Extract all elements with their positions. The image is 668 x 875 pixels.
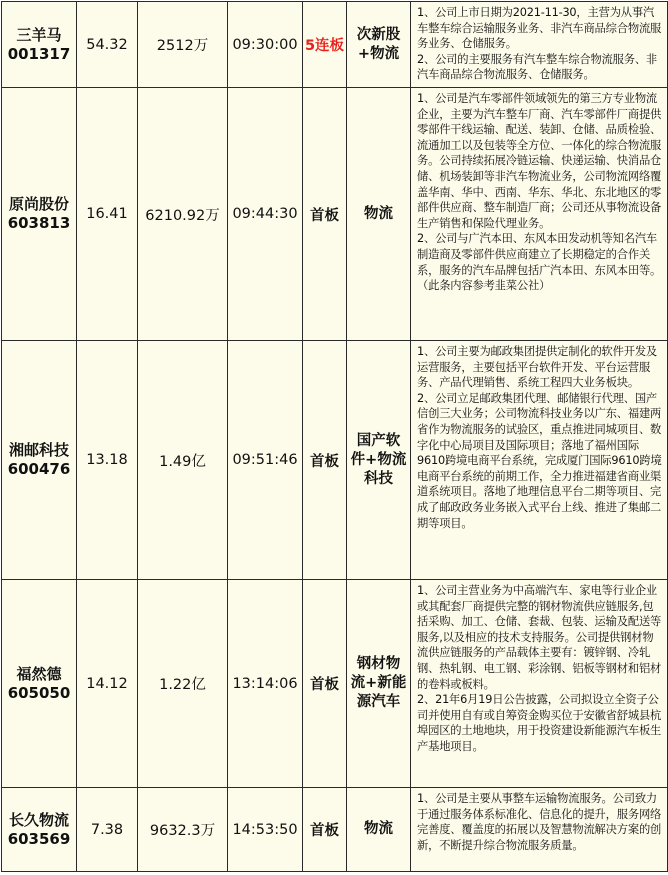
description-paragraph: 1、公司是汽车零部件领域领先的第三方专业物流企业，主要为汽车整车厂商、汽车零部件厂商提供零部件干线运输、配送、装卸、仓储、品质检验、流通加工以及包装等全方位、一体化的综合物流服务。公司持续拓展冷链运输、快递运输、快消品仓储、机场装卸等非汽车物流业务，公司物流网络覆盖华南、华中、西南、华东、华北、东北地区的零部件供应商、整车制造厂商；公司还从事物流设备生产销售和保险代理业务。 <box>417 92 662 230</box>
table-row <box>2 341 668 580</box>
stock-name: 湘邮科技 <box>8 441 69 459</box>
board-status-cell: 首板 <box>303 580 347 788</box>
stock-code: 603569 <box>7 829 71 848</box>
table-row <box>2 88 668 341</box>
table-row <box>2 788 668 872</box>
price-cell: 14.12 <box>77 580 138 788</box>
time-cell: 14:53:50 <box>228 788 303 872</box>
sector-cell: 物流 <box>347 88 411 341</box>
description-cell <box>411 788 668 872</box>
stock-name-cell <box>2 88 77 341</box>
description-cell <box>411 341 668 580</box>
time-cell: 09:51:46 <box>228 341 303 580</box>
price-cell: 16.41 <box>77 88 138 341</box>
sector-cell: 国产软件+物流科技 <box>347 341 411 580</box>
amount-cell: 1.49亿 <box>138 341 228 580</box>
description-paragraph: 1、公司主要为邮政集团提供定制化的软件开发及运营服务，主要包括平台软件开发、平台运营服务、产品代理销售、系统工程四大业务板块。 <box>417 345 658 390</box>
description-paragraph: 2、21年6月19日公告披露，公司拟设立全资子公司并使用自有或自筹资金购买位于安徽省舒城县杭埠园区的土地地块，用于投资建设新能源汽车板生产基地项目。 <box>417 693 662 753</box>
stock-name-cell <box>2 788 77 872</box>
stock-table <box>1 1 668 872</box>
board-status-cell: 5连板 <box>303 2 347 88</box>
stock-name-cell <box>2 580 77 788</box>
description-paragraph: 2、公司立足邮政集团代理、邮储银行代理、国产信创三大业务；公司物流科技业务以广东、福建两省作为物流服务的试验区，重点推进同城项目、数字化中心局项目及国际项目；落地了福州国际9610跨境电商平台系统，完成厦门国际9610跨境电商平台系统的前期工作，全力推进福建省商业渠道系统项目。落地了地理信息平台二期等项目、完成了邮政政务业务嵌入式平台上线、推进了集邮二期等项目。 <box>417 391 662 530</box>
amount-cell: 6210.92万 <box>138 88 228 341</box>
description-paragraph: 1、公司上市日期为2021-11-30，主营为从事汽车整车综合运输服务业务、非汽车商品综合物流服务业务、仓储服务。 <box>417 6 662 51</box>
sector-cell: 物流 <box>347 788 411 872</box>
price-cell: 13.18 <box>77 341 138 580</box>
stock-name-cell <box>2 341 77 580</box>
stock-name-cell <box>2 2 77 88</box>
amount-cell: 1.22亿 <box>138 580 228 788</box>
time-cell: 09:30:00 <box>228 2 303 88</box>
table-row <box>2 580 668 788</box>
board-status-cell: 首板 <box>303 88 347 341</box>
description-paragraph: 2、公司与广汽本田、东风本田发动机等知名汽车制造商及零部件供应商建立了长期稳定的合作关系，服务的汽车品牌包括广汽本田、东风本田等。（此条内容参考韭菜公社） <box>417 232 662 293</box>
stock-name: 福然德 <box>16 664 62 683</box>
amount-cell: 2512万 <box>138 2 228 88</box>
time-cell: 09:44:30 <box>228 88 303 341</box>
board-status-cell: 首板 <box>303 341 347 580</box>
stock-code: 603813 <box>7 214 71 232</box>
amount-cell: 9632.3万 <box>138 788 228 872</box>
description-paragraph: 1、公司是主要从事整车运输物流服务。公司致力于通过服务体系标准化、信息化的提升，服务网络完善度、覆盖度的拓展以及智慧物流解决方案的创新，不断提升综合物流服务质量。 <box>417 792 662 852</box>
stock-name: 长久物流 <box>8 810 69 829</box>
stock-code: 001317 <box>7 44 71 63</box>
description-cell <box>411 580 668 788</box>
stock-name: 三羊马 <box>16 25 62 44</box>
board-status-cell: 首板 <box>303 788 347 872</box>
sector-cell: 钢材物流+新能源汽车 <box>347 580 411 788</box>
description-cell <box>411 88 668 341</box>
stock-name: 原尚股份 <box>8 195 69 213</box>
description-paragraph: 2、公司的主要服务有汽车整车综合物流服务、非汽车商品综合物流服务、仓储服务。 <box>417 52 658 82</box>
table-row <box>2 2 668 88</box>
price-cell: 54.32 <box>77 2 138 88</box>
time-cell: 13:14:06 <box>228 580 303 788</box>
description-cell <box>411 2 668 88</box>
description-paragraph: 1、公司主营业务为中高端汽车、家电等行业企业或其配套厂商提供完整的钢材物流供应链服务,包括采购、加工、仓储、套裁、包装、运输及配送等服务,以及相应的技术支持服务。公司提供钢材物流供应链服务的产品载体主要有：镀锌钢、冷轧钢、热轧钢、电工钢、彩涂钢、铝板等钢材和铝材的卷料或板料。 <box>417 584 662 691</box>
stock-code: 605050 <box>7 683 71 702</box>
stock-code: 600476 <box>7 460 71 478</box>
sector-cell: 次新股+物流 <box>347 2 411 88</box>
price-cell: 7.38 <box>77 788 138 872</box>
